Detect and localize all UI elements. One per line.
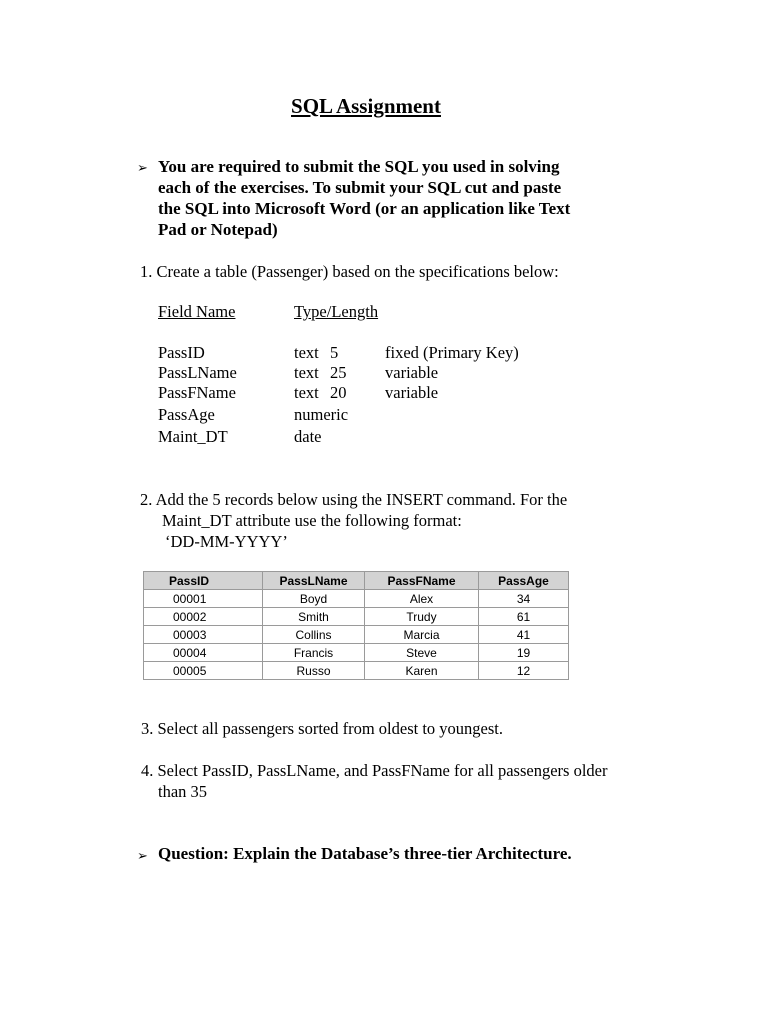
- table-cell: Steve: [365, 644, 479, 662]
- question-4-line-2: than 35: [158, 782, 208, 801]
- table-cell: 34: [479, 590, 569, 608]
- page-title: SQL Assignment: [291, 94, 441, 118]
- question-2-line-1: 2. Add the 5 records below using the INSERT command. For the: [140, 490, 568, 509]
- table-row: [144, 644, 569, 662]
- intro-line-4: Pad or Notepad): [158, 220, 278, 239]
- question-2-line-2: Maint_DT attribute use the following format:: [162, 511, 462, 530]
- table-cell: Russo: [263, 662, 365, 680]
- question-1-label: 1. Create a table (Passenger) based on the specifications below:: [140, 262, 559, 281]
- spec-header-field: Field Name: [158, 302, 236, 321]
- spec-field: PassAge: [158, 405, 215, 424]
- spec-field: PassLName: [158, 363, 237, 382]
- spec-note: variable: [385, 363, 439, 382]
- spec-field: PassFName: [158, 383, 236, 402]
- table-cell: Smith: [263, 608, 365, 626]
- table-header-row: [144, 572, 569, 590]
- table-cell: Alex: [365, 590, 479, 608]
- spec-type: numeric: [294, 405, 349, 424]
- intro-line-3: the SQL into Microsoft Word (or an application like Text: [158, 199, 571, 218]
- table-cell: Marcia: [365, 626, 479, 644]
- intro-line-1: You are required to submit the SQL you used in solving: [158, 157, 560, 176]
- table-cell: 41: [479, 626, 569, 644]
- bullet-arrow-icon: ➢: [137, 848, 148, 863]
- table-cell: 00004: [144, 644, 263, 662]
- table-header-cell: PassAge: [479, 572, 569, 590]
- final-question-text: Question: Explain the Database’s three-tier Architecture.: [158, 844, 572, 863]
- table-cell: Collins: [263, 626, 365, 644]
- spec-field: Maint_DT: [158, 427, 228, 446]
- spec-type: text: [294, 383, 319, 402]
- table-cell: 00001: [144, 590, 263, 608]
- bullet-arrow-icon: ➢: [137, 160, 148, 175]
- table-cell: 12: [479, 662, 569, 680]
- table-cell: Trudy: [365, 608, 479, 626]
- table-cell: Francis: [263, 644, 365, 662]
- spec-field: PassID: [158, 343, 205, 362]
- spec-type: text: [294, 363, 319, 382]
- table-header-cell: PassID: [144, 572, 263, 590]
- spec-length: 20: [330, 383, 347, 402]
- spec-header-type: Type/Length: [294, 302, 379, 321]
- table-cell: Boyd: [263, 590, 365, 608]
- table-cell: 00005: [144, 662, 263, 680]
- intro-line-2: each of the exercises. To submit your SQL cut and paste: [158, 178, 562, 197]
- table-header-cell: PassFName: [365, 572, 479, 590]
- table-cell: 00002: [144, 608, 263, 626]
- table-row: [144, 608, 569, 626]
- table-row: [144, 590, 569, 608]
- question-1-text: [140, 261, 559, 282]
- spec-type: date: [294, 427, 322, 446]
- spec-note: variable: [385, 383, 439, 402]
- question-2-line-3: ‘DD-MM-YYYY’: [165, 532, 288, 551]
- spec-note: fixed (Primary Key): [385, 343, 519, 362]
- records-table: [143, 571, 569, 680]
- question-3-text: 3. Select all passengers sorted from oldest to youngest.: [141, 719, 504, 738]
- table-cell: 19: [479, 644, 569, 662]
- table-cell: Karen: [365, 662, 479, 680]
- table-cell: 00003: [144, 626, 263, 644]
- table-cell: 61: [479, 608, 569, 626]
- table-row: [144, 626, 569, 644]
- spec-length: 5: [330, 343, 339, 362]
- spec-length: 25: [330, 363, 347, 382]
- question-4-line-1: 4. Select PassID, PassLName, and PassFName for all passengers older: [141, 761, 608, 780]
- spec-type: text: [294, 343, 319, 362]
- table-row: [144, 662, 569, 680]
- table-header-cell: PassLName: [263, 572, 365, 590]
